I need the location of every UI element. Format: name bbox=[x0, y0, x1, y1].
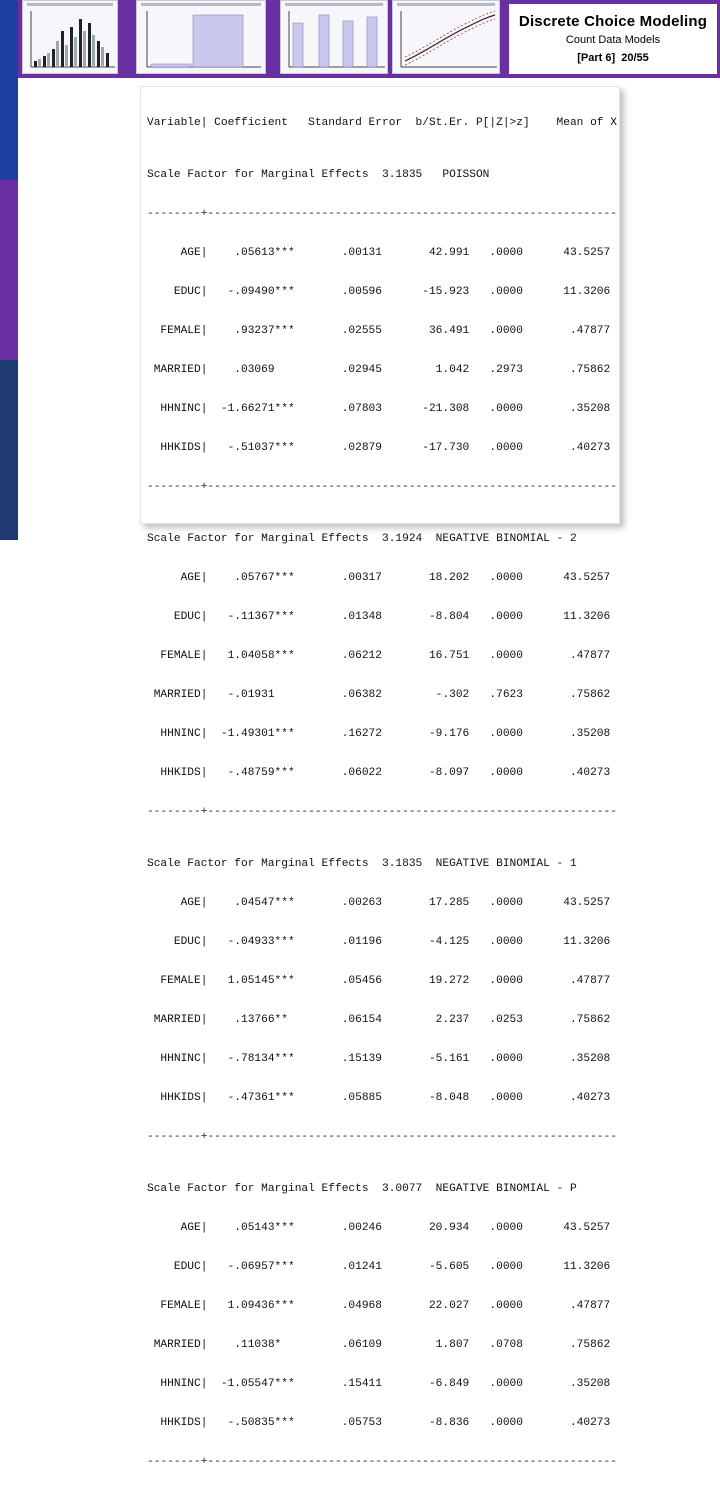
table-row: HHNINC| -.78134*** .15139 -5.161 .0000 .35208 bbox=[147, 1053, 611, 1065]
thumbnail-line-plot-plot bbox=[393, 1, 501, 75]
table-row: AGE| .05767*** .00317 18.202 .0000 43.5257 bbox=[147, 572, 611, 584]
table-row: FEMALE| .93237*** .02555 36.491 .0000 .47877 bbox=[147, 325, 611, 337]
separator-line: --------+------------------------------------------------------------- bbox=[147, 208, 617, 220]
thumbnail-histogram bbox=[136, 0, 266, 74]
table-row: FEMALE| 1.09436*** .04968 22.027 .0000 .47877 bbox=[147, 1300, 611, 1312]
table-row: FEMALE| 1.05145*** .05456 19.272 .0000 .47877 bbox=[147, 975, 611, 987]
block-scale-line: Scale Factor for Marginal Effects 3.1924 NEGATIVE BINOMIAL - 2 bbox=[147, 533, 577, 545]
table-row: HHKIDS| -.48759*** .06022 -8.097 .0000 .40273 bbox=[147, 767, 611, 779]
table-row: MARRIED| .11038* .06109 1.807 .0708 .75862 bbox=[147, 1339, 611, 1351]
block-scale-line: Scale Factor for Marginal Effects 3.1835 NEGATIVE BINOMIAL - 1 bbox=[147, 858, 577, 870]
thumbnail-bar-chart bbox=[22, 0, 118, 74]
page-number: 20/55 bbox=[621, 52, 649, 64]
thumbnail-bar-chart-plot bbox=[23, 1, 119, 75]
regression-output-panel bbox=[140, 86, 620, 1468]
table-row: AGE| .05143*** .00246 20.934 .0000 43.5257 bbox=[147, 1222, 611, 1234]
table-row: AGE| .05613*** .00131 42.991 .0000 43.5257 bbox=[147, 247, 611, 259]
table-row: MARRIED| -.01931 .06382 -.302 .7623 .75862 bbox=[147, 689, 611, 701]
slide-subtitle: Count Data Models bbox=[565, 34, 661, 46]
table-row: HHKIDS| -.51037*** .02879 -17.730 .0000 .40273 bbox=[147, 442, 611, 454]
separator-line: --------+------------------------------------------------------------- bbox=[147, 806, 617, 818]
thumbnail-histogram-plot bbox=[137, 1, 267, 75]
table-row: HHNINC| -1.49301*** .16272 -9.176 .0000 .35208 bbox=[147, 728, 611, 740]
separator-line: --------+------------------------------------------------------------- bbox=[147, 1131, 617, 1143]
slide-part-page bbox=[509, 52, 717, 64]
left-stripe-middle bbox=[0, 180, 18, 360]
table-row: HHKIDS| -.50835*** .05753 -8.836 .0000 .40273 bbox=[147, 1417, 611, 1429]
thumbnail-bars bbox=[280, 0, 388, 74]
thumbnail-bars-plot bbox=[281, 1, 389, 75]
table-row: MARRIED| .13766** .06154 2.237 .0253 .75862 bbox=[147, 1014, 611, 1026]
output-header-line: Variable| Coefficient Standard Error b/St.Er. P[|Z|>z] Mean of X bbox=[147, 117, 617, 129]
left-stripe-top bbox=[0, 0, 18, 180]
slide-title: Discrete Choice Modeling bbox=[518, 13, 708, 30]
table-row: EDUC| -.09490*** .00596 -15.923 .0000 11.3206 bbox=[147, 286, 611, 298]
table-row: EDUC| -.06957*** .01241 -5.605 .0000 11.3206 bbox=[147, 1261, 611, 1273]
slide-title-box bbox=[507, 2, 719, 76]
block-scale-line: Scale Factor for Marginal Effects 3.0077 NEGATIVE BINOMIAL - P bbox=[147, 1183, 577, 1195]
regression-output-text bbox=[147, 91, 617, 1495]
block-scale-line: Scale Factor for Marginal Effects 3.1835 POISSON bbox=[147, 169, 490, 181]
table-row: MARRIED| .03069 .02945 1.042 .2973 .75862 bbox=[147, 364, 611, 376]
separator-line: --------+------------------------------------------------------------- bbox=[147, 481, 617, 493]
table-row: FEMALE| 1.04058*** .06212 16.751 .0000 .47877 bbox=[147, 650, 611, 662]
table-row: HHNINC| -1.05547*** .15411 -6.849 .0000 .35208 bbox=[147, 1378, 611, 1390]
table-row: HHKIDS| -.47361*** .05885 -8.048 .0000 .40273 bbox=[147, 1092, 611, 1104]
left-stripe-bottom bbox=[0, 360, 18, 540]
table-row: AGE| .04547*** .00263 17.285 .0000 43.5257 bbox=[147, 897, 611, 909]
table-row: EDUC| -.04933*** .01196 -4.125 .0000 11.3206 bbox=[147, 936, 611, 948]
separator-line: --------+------------------------------------------------------------- bbox=[147, 1456, 617, 1468]
thumbnail-line-plot bbox=[392, 0, 500, 74]
table-row: EDUC| -.11367*** .01348 -8.804 .0000 11.3206 bbox=[147, 611, 611, 623]
table-row: HHNINC| -1.66271*** .07803 -21.308 .0000 .35208 bbox=[147, 403, 611, 415]
part-label: [Part 6] bbox=[577, 52, 616, 64]
